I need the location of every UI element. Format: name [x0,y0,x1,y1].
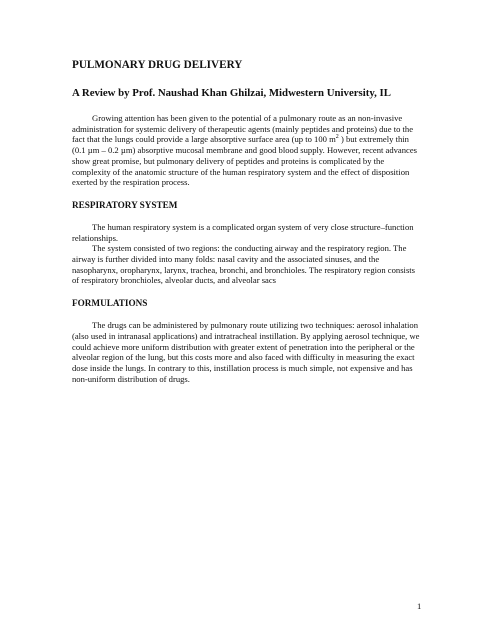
intro-text-part2: ) but extremely thin (0.1 µm – 0.2 µm) absorptive mucosal membrane and good blood supply. However, recent advances show great promise, but pulmonary delivery of peptides and proteins is complicated by the complexity of the anatomic structure of the human respiratory system and the effect of disposition exerted by the respiration process. [72,134,418,188]
intro-superscript: 2 [335,134,339,141]
page-number: 1 [417,601,422,611]
intro-paragraph [72,113,424,188]
document-subtitle: A Review by Prof. Naushad Khan Ghilzai, Midwestern University, IL [72,87,391,99]
respiratory-paragraph-2: The system consisted of two regions: the conducting airway and the respiratory region. The airway is further divided into many folds: nasal cavity and the associated sinuses, and the nasopharynx, oropharynx, larynx, trachea, bronchi, and bronchioles. The respiratory region consists of respiratory bronchioles, alveolar ducts, and alveolar sacs [72,243,416,286]
document-body [72,58,424,384]
formulations-paragraph-1: The drugs can be administered by pulmonary route utilizing two techniques: aerosol inhalation (also used in intranasal applications) and intratracheal instillation. By applying aerosol technique, we could achieve more uniform distribution with greater extent of penetration into the peripheral or the alveolar region of the lung, but this costs more and also faced with difficulty in measuring the exact dose inside the lungs. In contrary to this, instillation process is much simple, not expensive and has non-uniform distribution of drugs. [72,320,420,384]
section-heading-formulations: FORMULATIONS [72,298,148,309]
intro-text-part1: Growing attention has been given to the potential of a pulmonary route as an non-invasive administration for systemic delivery of therapeutic agents (mainly peptides and proteins) due to the fact that the lungs could provide a large absorptive surface area (up to 100 m [72,113,414,145]
section-heading-respiratory-system: RESPIRATORY SYSTEM [72,199,178,210]
document-title: PULMONARY DRUG DELIVERY [72,59,243,71]
respiratory-paragraph-1: The human respiratory system is a complicated organ system of very close structure–function relationships. [72,221,414,243]
